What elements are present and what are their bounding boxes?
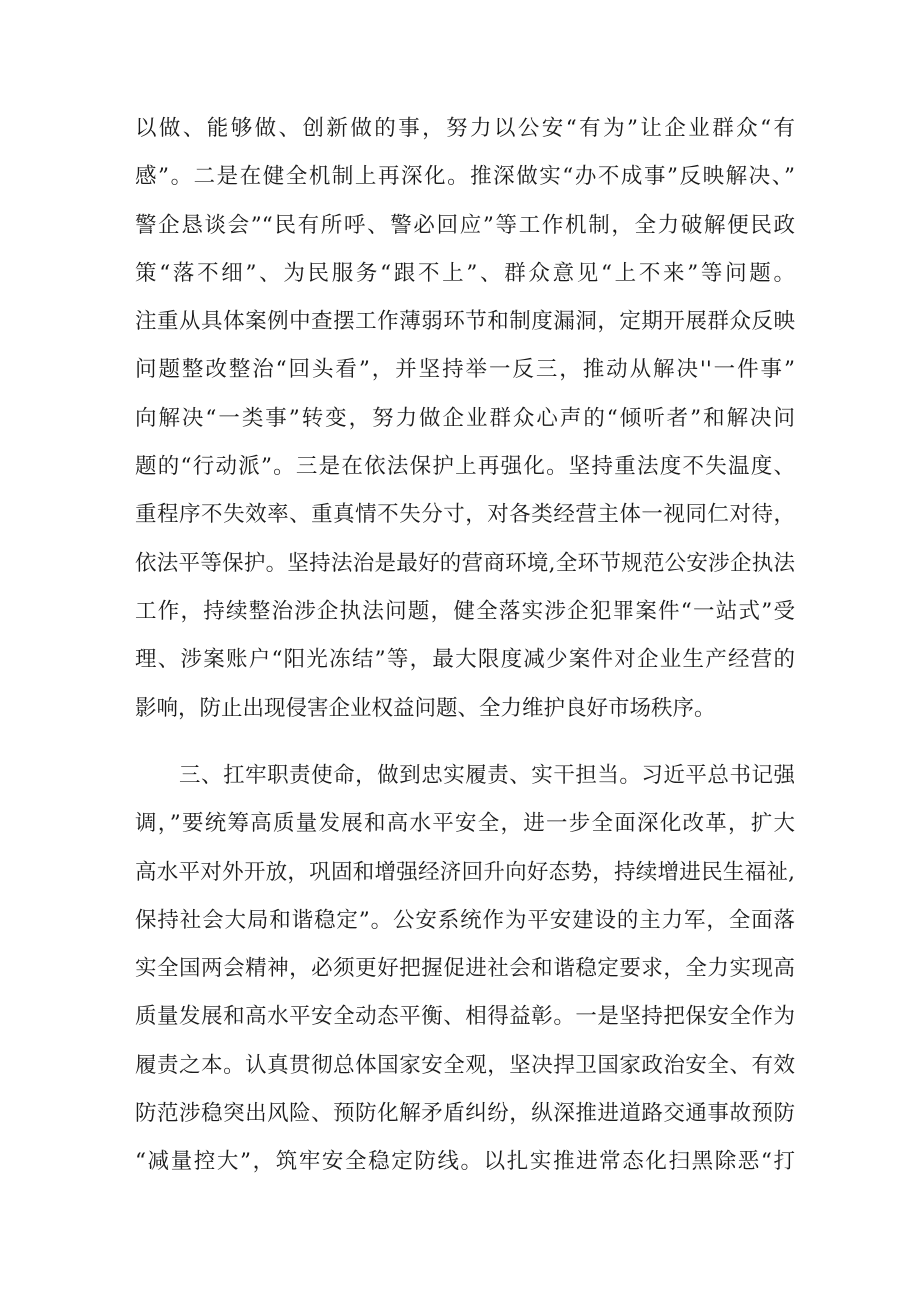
- text-line: 感”。二是在健全机制上再深化。推深做实“办不成事”反映解决、”: [135, 164, 795, 190]
- text-line: 三、扛牢职责使命，做到忠实履责、实干担当。习近平总书记强: [135, 763, 795, 788]
- text-line: 以做、能够做、创新做的事，努力以公安“有为”让企业群众“有: [135, 116, 795, 141]
- text-line: 警企恳谈会”“民有所呼、警必回应”等工作机制，全力破解便民政: [135, 212, 795, 238]
- text-line: 策“落不细”、为民服务“跟不上”、群众意见“上不来”等问题。: [135, 260, 795, 286]
- text-line: “减量控大”，筑牢安全稳定防线。以扎实推进常态化扫黑除恶“打: [135, 1149, 795, 1175]
- text-line: 影响，防止出现侵害企业权益问题、全力维护良好市场秩序。: [135, 695, 716, 721]
- text-line: 质量发展和高水平安全动态平衡、相得益彰。一是坚持把保安全作为: [135, 1004, 795, 1030]
- text-line: 调，”要统筹高质量发展和高水平安全，进一步全面深化改革，扩大: [135, 811, 795, 837]
- text-line: 履责之本。认真贯彻总体国家安全观，坚决捍卫国家政治安全、有效: [135, 1052, 795, 1078]
- text-line: 保持社会大局和谐稳定”。公安系统作为平安建设的主力军，全面落: [135, 907, 795, 933]
- text-line: 问题整改整治“回头看”，并坚持举一反三，推动从解决''一件事”: [135, 357, 795, 383]
- text-line: 依法平等保护。坚持法治是最好的营商环境,全环节规范公安涉企执法: [135, 550, 795, 576]
- text-line: 注重从具体案例中查摆工作薄弱环节和制度漏洞，定期开展群众反映: [135, 309, 795, 335]
- text-line: 向解决“一类事”转变，努力做企业群众心声的“倾听者”和解决问: [135, 405, 795, 431]
- text-line: 工作，持续整治涉企执法问题，健全落实涉企犯罪案件“一站式”受: [135, 598, 795, 624]
- text-line: 防范涉稳突出风险、预防化解矛盾纠纷，纵深推进道路交通事故预防: [135, 1101, 795, 1127]
- text-line: 题的“行动派”。三是在依法保护上再强化。坚持重法度不失温度、: [135, 454, 795, 480]
- text-line: 理、涉案账户“阳光冻结”等，最大限度减少案件对企业生产经营的: [135, 647, 795, 673]
- text-line: 高水平对外开放，巩固和增强经济回升向好态势，持续增进民生福祉,: [135, 859, 795, 885]
- paragraph-section-three: [135, 752, 795, 1187]
- text-line: 重程序不失效率、重真情不失分寸，对各类经营主体一视同仁对待，: [135, 502, 795, 528]
- text-line: 实全国两会精神，必须更好把握促进社会和谐稳定要求，全力实现高: [135, 956, 795, 982]
- paragraph-continued: [135, 105, 795, 733]
